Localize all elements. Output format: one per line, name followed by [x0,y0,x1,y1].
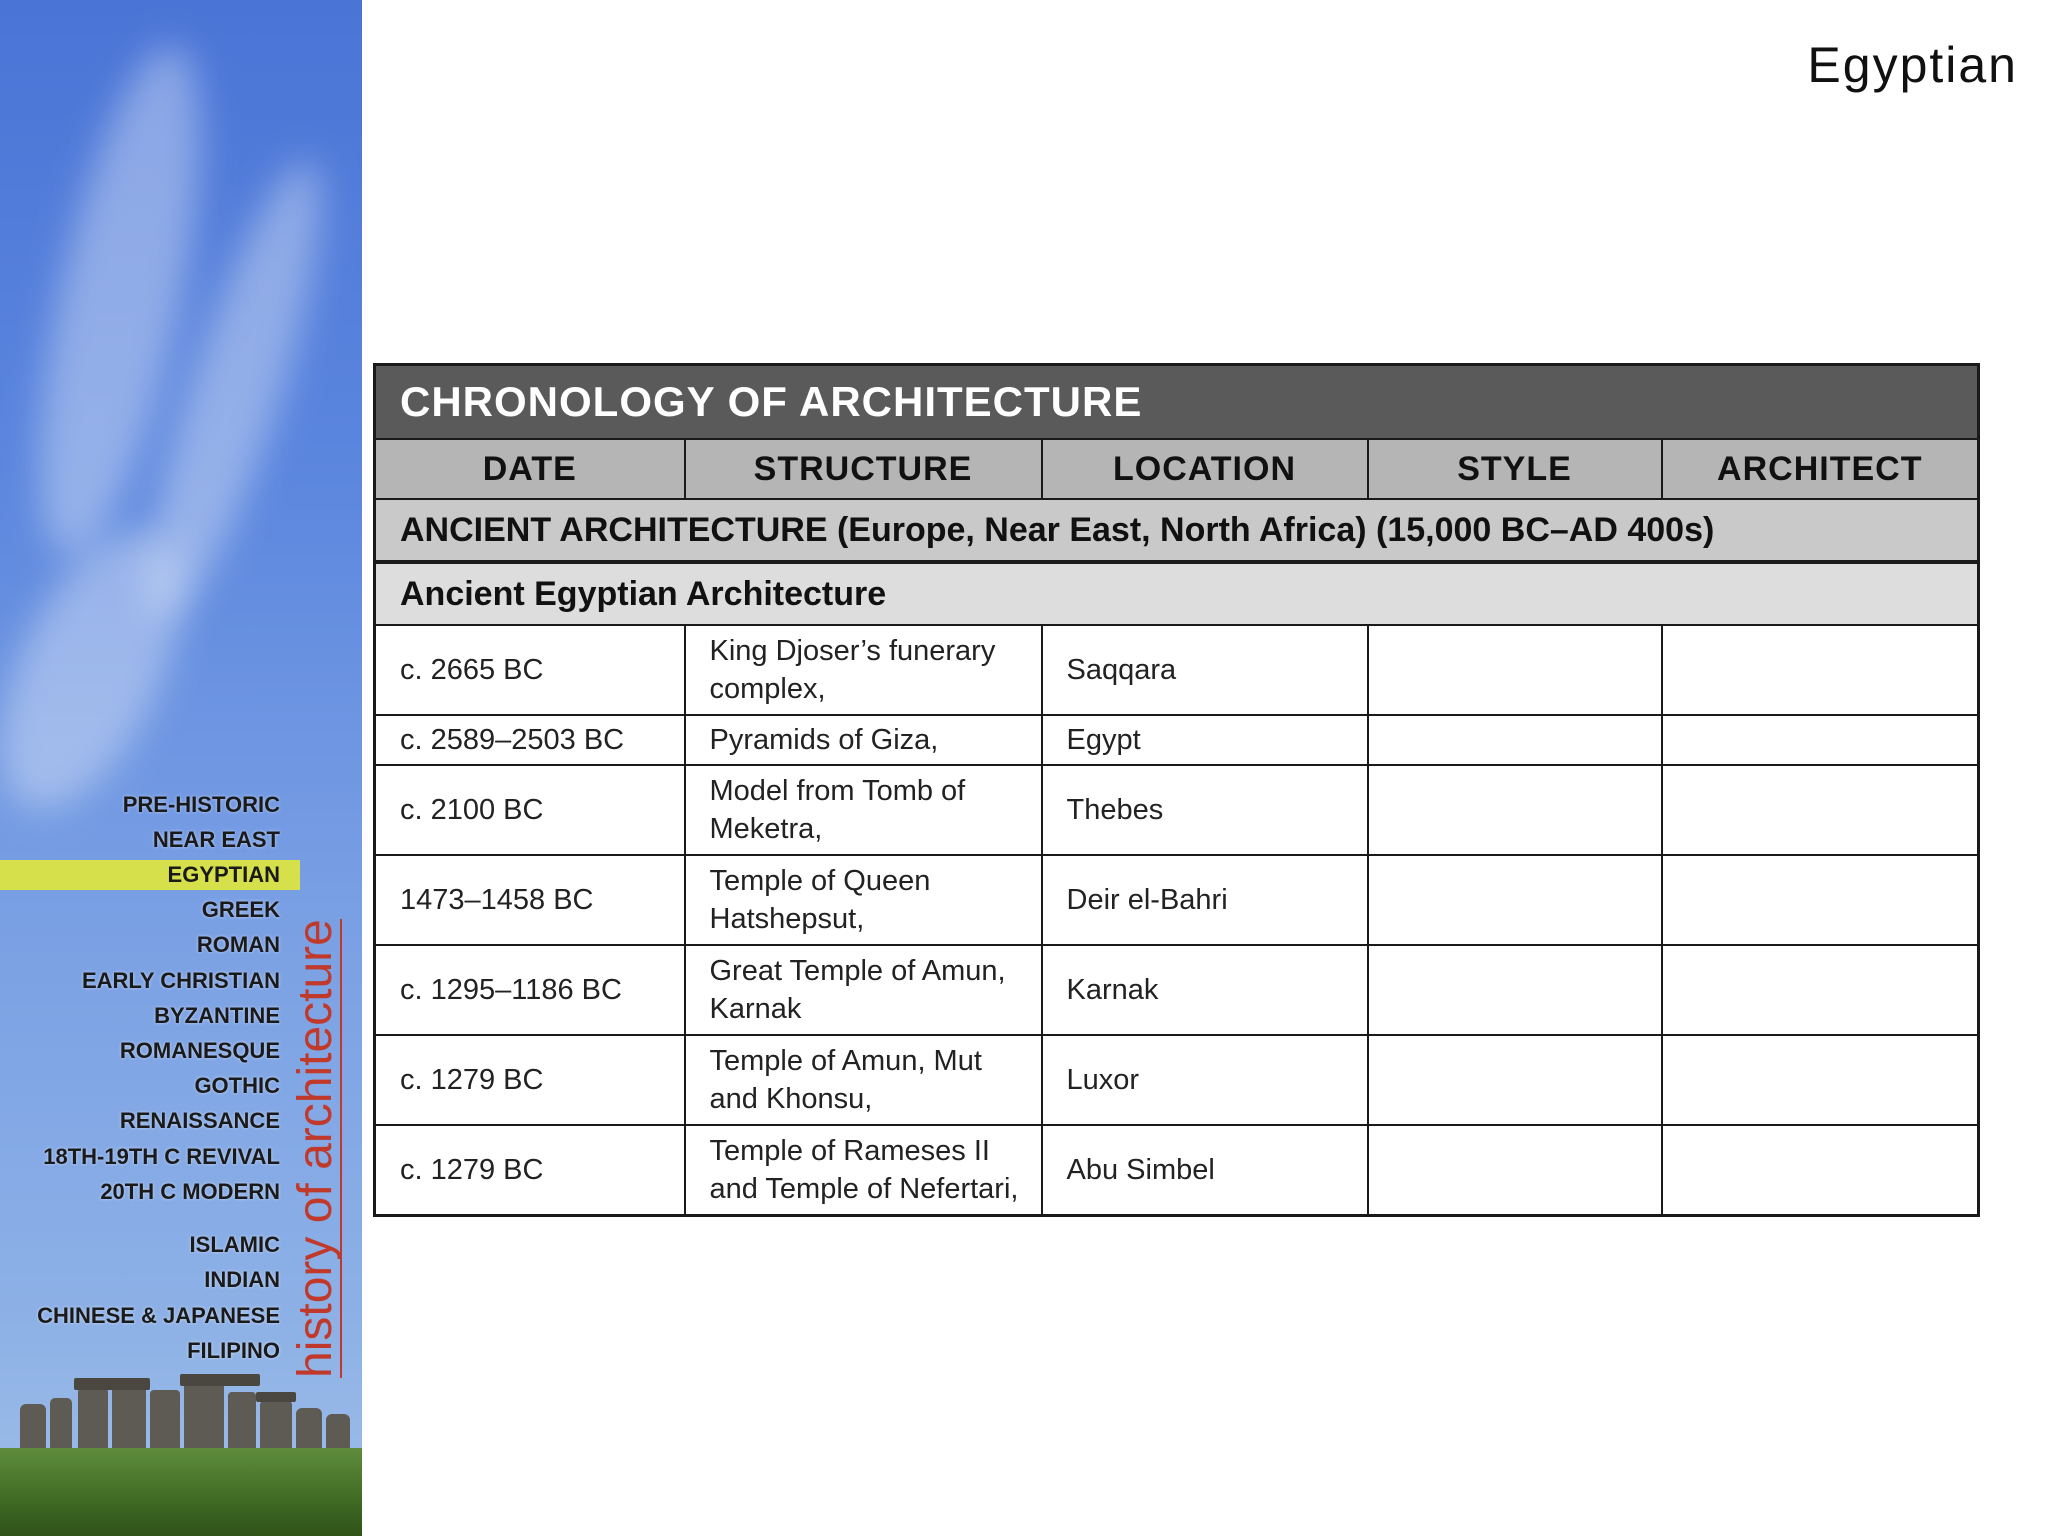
nav-item-near-east[interactable]: NEAR EAST [152,827,280,852]
table-row [375,855,1979,945]
cell-location: Abu Simbel [1042,1125,1368,1216]
section-row [375,562,1979,625]
slide-title: Egyptian [1807,37,2018,93]
cell-structure: Temple of Queen Hatshepsut, [685,855,1042,945]
stone [112,1384,146,1456]
chronology-table [373,363,1980,1217]
cell-location: Deir el-Bahri [1042,855,1368,945]
cell-location: Luxor [1042,1035,1368,1125]
cell-architect [1662,765,1979,855]
cell-location: Saqqara [1042,625,1368,715]
nav-item-filipino[interactable]: FILIPINO [187,1338,280,1363]
nav-item-pre-historic[interactable]: PRE-HISTORIC [122,792,280,817]
cell-location: Thebes [1042,765,1368,855]
stonehenge-image [0,1370,362,1460]
table-row [375,625,1979,715]
table-row [375,1035,1979,1125]
section-label: Ancient Egyptian Architecture [375,562,1979,625]
nav-item-18th-19th-c-revival[interactable]: 18TH-19TH C REVIVAL [43,1144,280,1169]
stone [150,1390,180,1456]
cell-structure: Great Temple of Amun, Karnak [685,945,1042,1035]
cell-date: c. 2665 BC [375,625,685,715]
column-header-location: LOCATION [1042,439,1368,499]
nav-item-gothic[interactable]: GOTHIC [194,1073,280,1098]
table-title-row [375,365,1979,440]
stone [184,1382,224,1456]
table-row [375,1125,1979,1216]
column-header-architect: ARCHITECT [1662,439,1979,499]
nav-item-romanesque[interactable]: ROMANESQUE [119,1038,280,1063]
cell-date: c. 2100 BC [375,765,685,855]
cell-style [1368,715,1662,765]
table-row [375,765,1979,855]
cell-style [1368,1035,1662,1125]
lintel [180,1374,260,1386]
cell-location: Karnak [1042,945,1368,1035]
column-header-structure: STRUCTURE [685,439,1042,499]
cell-architect [1662,715,1979,765]
cell-date: c. 1279 BC [375,1125,685,1216]
sidebar [0,0,362,1536]
cell-structure: King Djoser’s funerary complex, [685,625,1042,715]
cell-location: Egypt [1042,715,1368,765]
nav-item-greek[interactable]: GREEK [201,897,280,922]
nav-item-renaissance[interactable]: RENAISSANCE [119,1108,280,1133]
cell-style [1368,765,1662,855]
nav-item-chinese-japanese[interactable]: CHINESE & JAPANESE [37,1303,280,1328]
lintel [256,1392,296,1402]
cell-style [1368,945,1662,1035]
column-header-style: STYLE [1368,439,1662,499]
cell-structure: Model from Tomb of Meketra, [685,765,1042,855]
cell-style [1368,625,1662,715]
cell-architect [1662,945,1979,1035]
table-title: CHRONOLOGY OF ARCHITECTURE [375,365,1979,440]
table-row [375,945,1979,1035]
table-header-row [375,439,1979,499]
nav-item-islamic[interactable]: ISLAMIC [189,1232,280,1257]
cell-structure: Temple of Amun, Mut and Khonsu, [685,1035,1042,1125]
nav-item-egyptian[interactable]: EGYPTIAN [0,860,300,890]
table-row [375,715,1979,765]
cell-architect [1662,1125,1979,1216]
grass-field [0,1448,362,1536]
lintel [74,1378,150,1390]
cell-architect [1662,1035,1979,1125]
cell-architect [1662,625,1979,715]
era-label: ANCIENT ARCHITECTURE (Europe, Near East, North Africa) (15,000 BC–AD 400s) [375,499,1979,562]
stone [228,1392,256,1456]
cell-date: c. 1295–1186 BC [375,945,685,1035]
nav-item-roman[interactable]: ROMAN [196,932,280,957]
era-row [375,499,1979,562]
cell-date: c. 2589–2503 BC [375,715,685,765]
nav-item-20th-c-modern[interactable]: 20TH C MODERN [100,1179,280,1204]
cell-date: 1473–1458 BC [375,855,685,945]
column-header-date: DATE [375,439,685,499]
nav-item-indian[interactable]: INDIAN [204,1267,280,1292]
cell-date: c. 1279 BC [375,1035,685,1125]
cell-architect [1662,855,1979,945]
stone [78,1388,108,1456]
cell-style [1368,855,1662,945]
cell-structure: Temple of Rameses II and Temple of Nefertari, [685,1125,1042,1216]
cell-style [1368,1125,1662,1216]
nav-item-early-christian[interactable]: EARLY CHRISTIAN [81,968,280,993]
vertical-site-title: history of architecture [289,919,342,1378]
cell-structure: Pyramids of Giza, [685,715,1042,765]
nav-item-byzantine[interactable]: BYZANTINE [154,1003,280,1028]
